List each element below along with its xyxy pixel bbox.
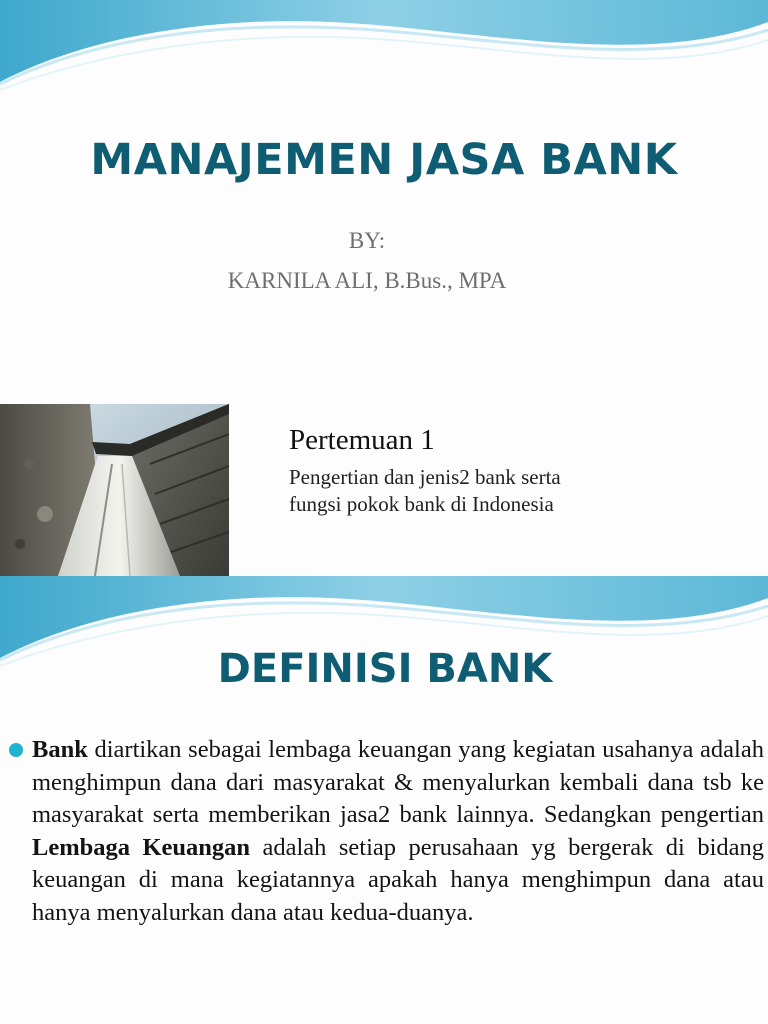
term-lembaga-keuangan: Lembaga Keuangan	[32, 833, 251, 861]
slide-title: MANAJEMEN JASA BANK	[90, 135, 678, 185]
header-wave-decoration	[0, 0, 768, 90]
slide-title: DEFINISI BANK	[217, 646, 553, 692]
term-bank: Bank	[32, 736, 88, 763]
building-column-photo	[0, 404, 229, 576]
bullet-icon	[9, 743, 23, 757]
meeting-title: Pertemuan 1	[289, 424, 435, 456]
definition-text-2: adalah setiap perusahaan yg bergerak di bidang keuangan di mana kegiatannya apakah hanya menghimpun dana atau hanya menyalurkan dana atau kedua-duanya.	[32, 833, 764, 926]
meeting-subtitle-line-1: Pengertian dan jenis2 bank serta	[289, 465, 561, 489]
meeting-subtitle	[289, 464, 669, 518]
author-name: KARNILA ALI, B.Bus., MPA	[227, 268, 507, 293]
definition-text-1: diartikan sebagai lembaga keuangan yang kegiatan usahanya adalah menghimpun dana dari masyarakat & menyalurkan kembali dana tsb ke masyarakat serta memberikan jasa2 bank lainnya. Sedangkan pengertian	[32, 736, 764, 828]
slide-2	[0, 576, 768, 1024]
bank-definition-paragraph	[32, 734, 764, 929]
by-label: BY:	[348, 228, 386, 253]
meeting-subtitle-line-2: fungsi pokok bank di Indonesia	[289, 492, 554, 516]
